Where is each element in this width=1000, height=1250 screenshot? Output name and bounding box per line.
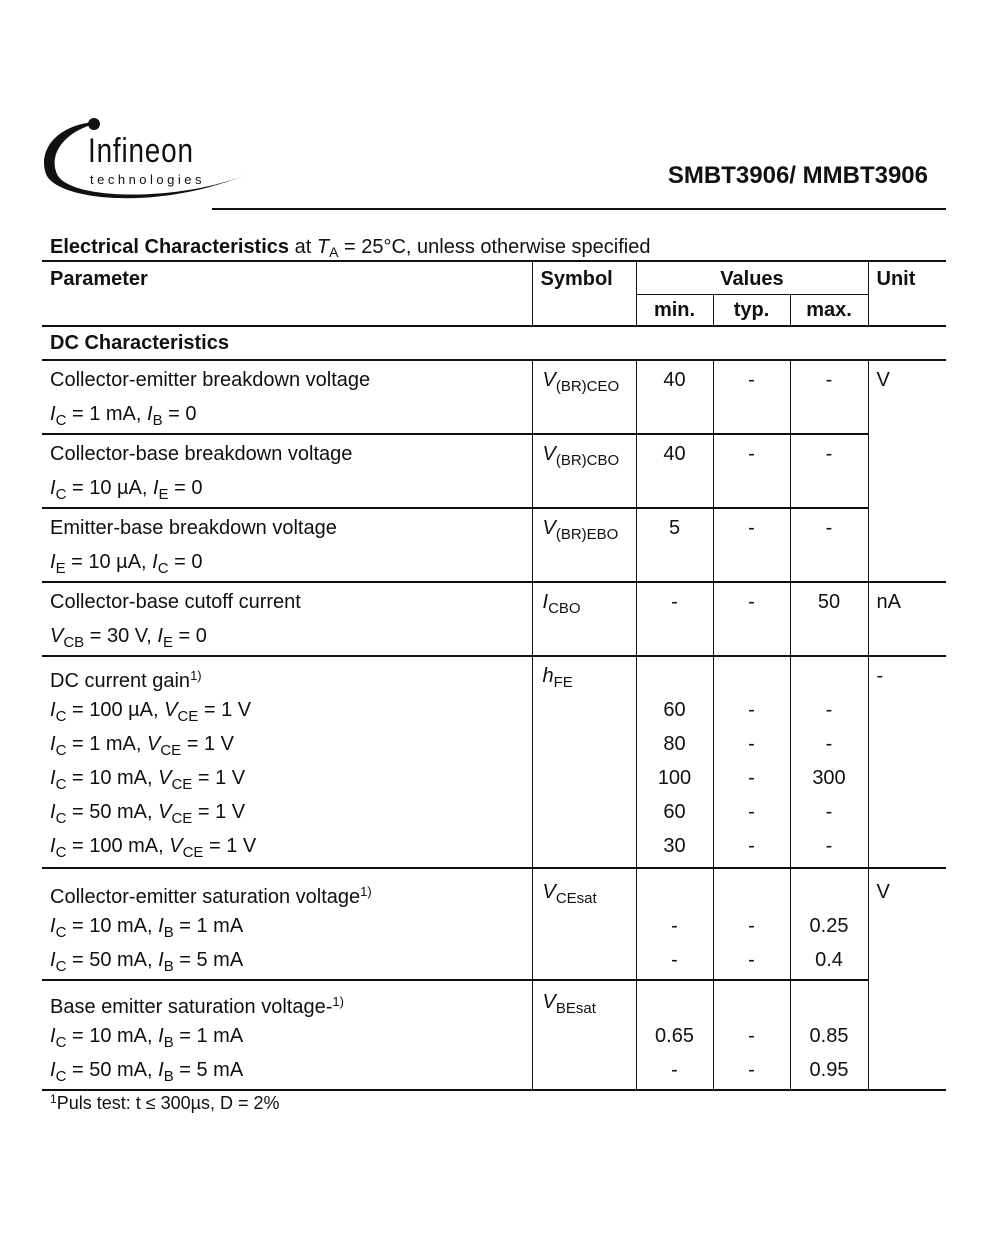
param-condition: $I_C = 100$ mA, $V_{CE} = 1$ V bbox=[50, 835, 257, 861]
value-max: 300 bbox=[812, 767, 846, 789]
value-typ: - bbox=[748, 915, 755, 937]
table-row bbox=[42, 656, 946, 868]
param-condition: $I_C = 50$ mA, $I_B = 5$ mA bbox=[50, 949, 244, 975]
value-min: 5 bbox=[668, 517, 681, 539]
value-typ: - bbox=[748, 699, 755, 721]
value-min: 60 bbox=[663, 801, 686, 823]
value-max: - bbox=[825, 699, 833, 721]
value-typ: - bbox=[748, 443, 755, 465]
param-condition: $I_C = 50$ mA, $I_B = 5$ mA bbox=[50, 1059, 244, 1085]
value-unit: nA bbox=[876, 591, 901, 613]
param-condition: $I_C = 1$ mA, $I_B = 0$ bbox=[50, 403, 197, 429]
caption-at: at bbox=[294, 236, 312, 258]
table-row bbox=[42, 980, 946, 1090]
value-unit: V bbox=[876, 369, 890, 391]
value-max: - bbox=[825, 733, 833, 755]
header-values: Values bbox=[636, 261, 868, 295]
value-max: - bbox=[825, 443, 833, 465]
value-unit: - bbox=[876, 665, 884, 687]
header-max: max. bbox=[790, 295, 868, 327]
param-title: Collector-base cutoff current bbox=[50, 591, 301, 613]
header-symbol: Symbol bbox=[532, 261, 636, 326]
footnote bbox=[50, 1092, 280, 1114]
param-condition: $I_C = 10$ µA, $I_E = 0$ bbox=[50, 477, 203, 503]
header-parameter: Parameter bbox=[50, 268, 148, 290]
value-max: - bbox=[825, 801, 833, 823]
value-max: 0.25 bbox=[809, 915, 849, 937]
value-max: - bbox=[825, 835, 833, 857]
param-title: Collector-base breakdown voltage bbox=[50, 443, 353, 465]
header-rule bbox=[212, 208, 946, 210]
value-max: 0.4 bbox=[815, 949, 843, 971]
param-condition: $V_{CB} = 30$ V, $I_E = 0$ bbox=[50, 625, 207, 651]
param-condition: $I_E = 10$ µA, $I_C = 0$ bbox=[50, 551, 203, 577]
param-condition: $I_C = 10$ mA, $I_B = 1$ mA bbox=[50, 1025, 244, 1051]
param-symbol: $V_{(BR)CEO}$ bbox=[542, 369, 620, 395]
value-max: - bbox=[825, 517, 833, 539]
value-max: 50 bbox=[817, 591, 841, 613]
logo-name: Infineon bbox=[88, 132, 194, 170]
logo-subtitle: technologies bbox=[90, 172, 205, 187]
value-typ: - bbox=[748, 369, 755, 391]
infineon-logo bbox=[36, 112, 256, 212]
value-unit: V bbox=[876, 881, 890, 903]
value-typ: - bbox=[748, 591, 755, 613]
footnote-marker: 1 bbox=[50, 1092, 57, 1106]
value-typ: - bbox=[748, 949, 755, 971]
value-max: 0.95 bbox=[809, 1059, 849, 1081]
value-max: - bbox=[825, 369, 833, 391]
param-symbol: $V_{CEsat}$ bbox=[542, 881, 597, 907]
param-symbol: $V_{(BR)EBO}$ bbox=[542, 517, 619, 543]
caption-ta: T bbox=[316, 236, 330, 258]
param-condition: $I_C = 100$ µA, $V_{CE} = 1$ V bbox=[50, 699, 252, 725]
param-title: DC current gain$^{1)}$ bbox=[50, 668, 202, 692]
param-symbol: $h_{FE}$ bbox=[542, 665, 573, 691]
param-title: Collector-emitter breakdown voltage bbox=[50, 369, 371, 391]
table-row bbox=[42, 508, 946, 582]
value-typ: - bbox=[748, 767, 755, 789]
footnote-text: Puls test: t ≤ 300µs, D = 2% bbox=[56, 1093, 280, 1113]
param-condition: $I_C = 10$ mA, $I_B = 1$ mA bbox=[50, 915, 244, 941]
table-row bbox=[42, 582, 946, 656]
table-row bbox=[42, 360, 946, 434]
table-row bbox=[42, 868, 946, 980]
value-min: 40 bbox=[663, 443, 686, 465]
param-symbol: $V_{(BR)CBO}$ bbox=[542, 443, 620, 469]
param-condition: $I_C = 10$ mA, $V_{CE} = 1$ V bbox=[50, 767, 246, 793]
header-unit: Unit bbox=[868, 261, 946, 326]
value-min: - bbox=[671, 915, 678, 937]
value-min: - bbox=[671, 1059, 678, 1081]
param-title: Emitter-base breakdown voltage bbox=[50, 517, 337, 539]
value-typ: - bbox=[748, 517, 755, 539]
value-min: 80 bbox=[663, 733, 686, 755]
value-typ: - bbox=[748, 835, 755, 857]
section-dc-characteristics: DC Characteristics bbox=[50, 332, 229, 354]
value-typ: - bbox=[748, 733, 755, 755]
table-row bbox=[42, 434, 946, 508]
value-min: 0.65 bbox=[655, 1025, 694, 1047]
value-min: 30 bbox=[663, 835, 686, 857]
caption-bold: Electrical Characteristics bbox=[50, 236, 290, 258]
caption-rest: = 25°C, unless otherwise specified bbox=[343, 236, 651, 258]
value-min: 40 bbox=[663, 369, 686, 391]
value-typ: - bbox=[748, 1059, 755, 1081]
param-title: Base emitter saturation voltage-$^{1)}$ bbox=[50, 994, 344, 1018]
param-condition: $I_C = 1$ mA, $V_{CE} = 1$ V bbox=[50, 733, 234, 759]
param-condition: $I_C = 50$ mA, $V_{CE} = 1$ V bbox=[50, 801, 246, 827]
value-min: 60 bbox=[663, 699, 686, 721]
table-caption bbox=[50, 236, 650, 260]
value-typ: - bbox=[748, 801, 755, 823]
header-typ: typ. bbox=[713, 295, 790, 327]
value-min: - bbox=[671, 591, 678, 613]
document-title: SMBT3906/ MMBT3906 bbox=[667, 162, 928, 189]
electrical-characteristics-table bbox=[42, 260, 946, 1091]
value-max: 0.85 bbox=[809, 1025, 849, 1047]
param-symbol: $V_{BEsat}$ bbox=[542, 991, 596, 1017]
value-typ: - bbox=[748, 1025, 755, 1047]
value-min: - bbox=[671, 949, 678, 971]
caption-ta-sub: A bbox=[329, 244, 339, 260]
param-symbol: $I_{CBO}$ bbox=[542, 591, 581, 617]
header-min: min. bbox=[636, 295, 713, 327]
param-title: Collector-emitter saturation voltage$^{1)}$ bbox=[50, 884, 372, 908]
value-min: 100 bbox=[657, 767, 692, 789]
